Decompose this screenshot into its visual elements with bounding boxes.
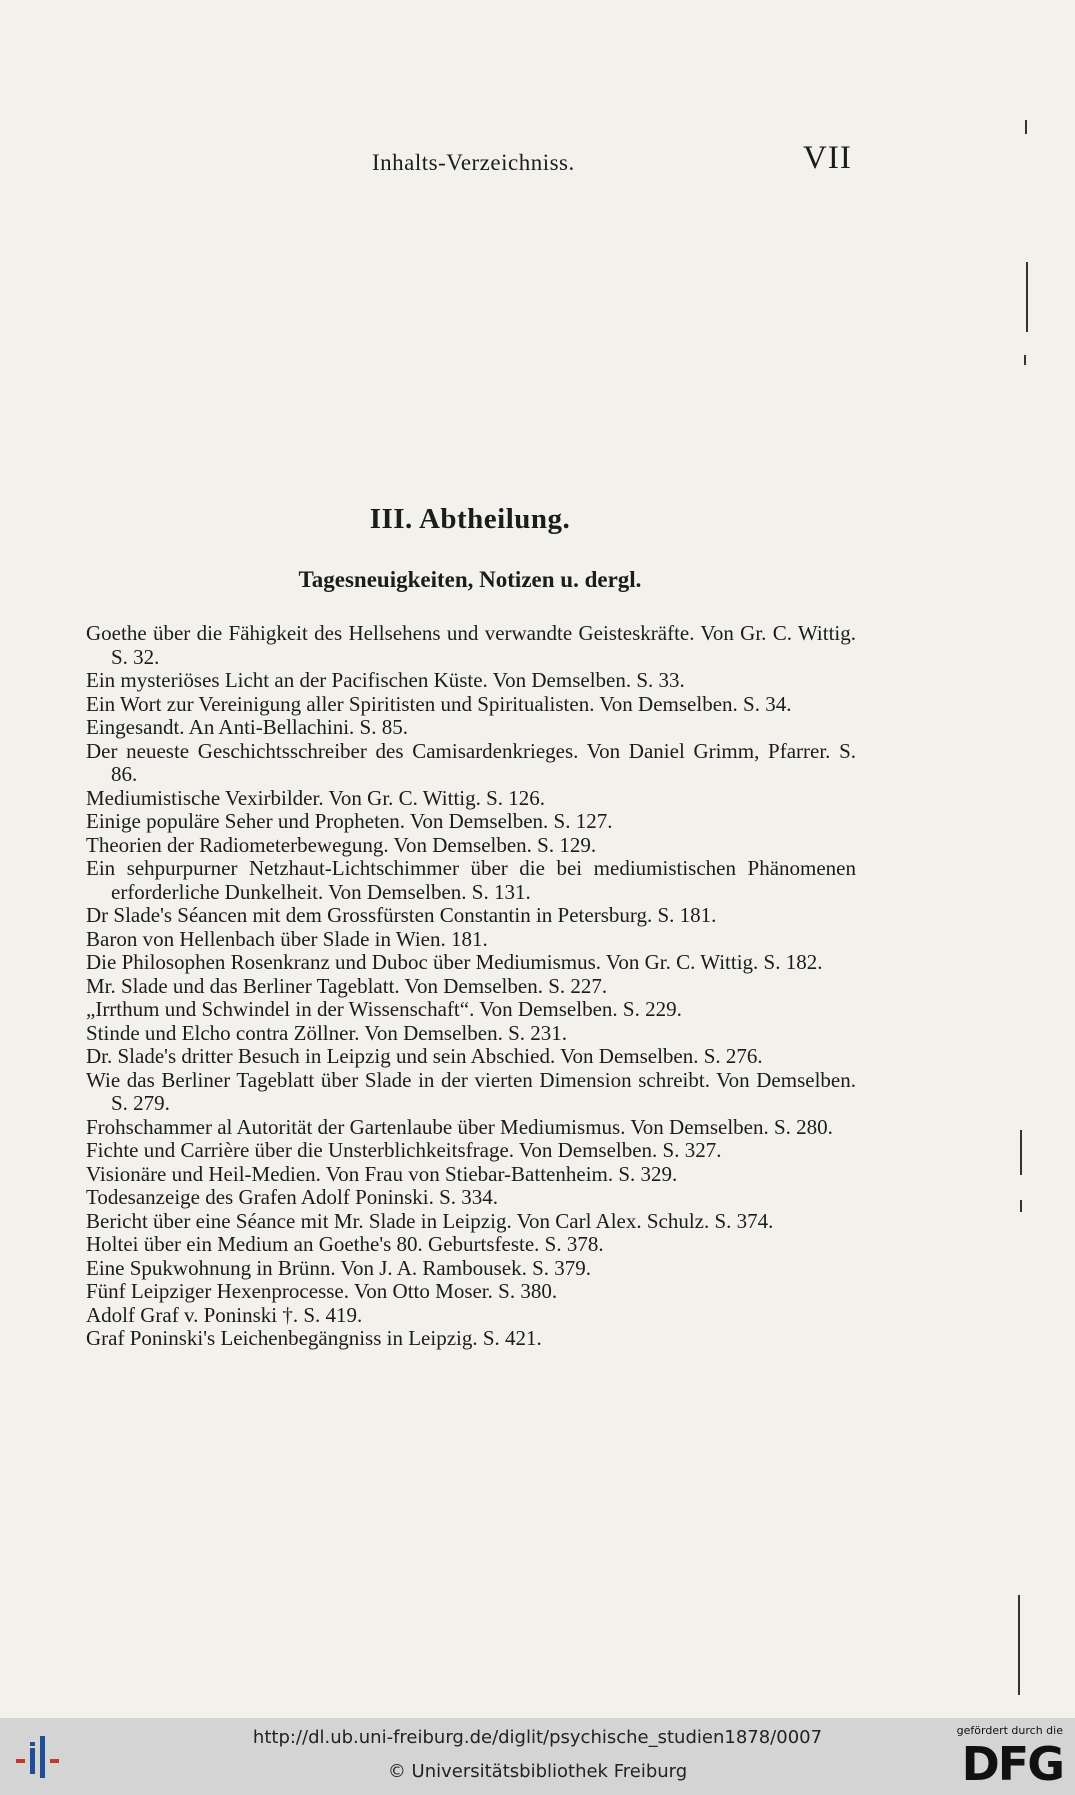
toc-entry: Ein sehpurpurner Netzhaut-Lichtschimmer über die bei mediumistischen Phänomenen erforderliche Dunkelheit. Von Demselben. S. 131.: [86, 856, 856, 904]
toc-entry: Eine Spukwohnung in Brünn. Von J. A. Rambousek. S. 379.: [86, 1255, 592, 1280]
toc-entry: Visionäre und Heil-Medien. Von Frau von Stiebar-Battenheim. S. 329.: [86, 1161, 678, 1186]
toc-entry: Einige populäre Seher und Propheten. Von Demselben. S. 127.: [86, 809, 613, 833]
toc-entry: Ein Wort zur Vereinigung aller Spiritisten und Spiritualisten. Von Demselben. S. 34.: [86, 691, 792, 716]
toc-entry: Theorien der Radiometerbewegung. Von Demselben. S. 129.: [86, 832, 597, 857]
margin-mark: [1026, 262, 1028, 332]
toc-entry: Adolf Graf v. Poninski †. S. 419.: [86, 1302, 363, 1327]
toc-entry: Wie das Berliner Tageblatt über Slade in der vierten Dimension schreibt. Von Demselben. S. 279.: [86, 1067, 856, 1115]
toc-entry: Ein mysteriöses Licht an der Pacifischen Küste. Von Demselben. S. 33.: [86, 668, 685, 692]
section-title: III. Abtheilung.: [369, 503, 571, 535]
footer-copyright: © Universitätsbibliothek Freiburg: [387, 1761, 688, 1782]
dfg-logo: DFG: [961, 1737, 1063, 1791]
toc-entry: Mediumistische Vexirbilder. Von Gr. C. Wittig. S. 126.: [86, 785, 546, 810]
toc-entry: Todesanzeige des Grafen Adolf Poninski. S. 334.: [86, 1185, 499, 1209]
dfg-caption: gefördert durch die: [956, 1724, 1063, 1737]
margin-mark: [1018, 1595, 1020, 1695]
toc-entry: Baron von Hellenbach über Slade in Wien. 181.: [86, 926, 488, 951]
running-head: Inhalts-Verzeichniss.: [372, 150, 575, 175]
page-number: VII: [803, 140, 852, 176]
toc-entry: Goethe über die Fähigkeit des Hellsehens und verwandte Geisteskräfte. Von Gr. C. Wittig. S. 32.: [86, 621, 856, 669]
footer-bar: [0, 1718, 1075, 1795]
toc-entry: Eingesandt. An Anti-Bellachini. S. 85.: [86, 715, 408, 739]
section-subtitle: Tagesneuigkeiten, Notizen u. dergl.: [298, 567, 642, 592]
toc-entry: Holtei über ein Medium an Goethe's 80. Geburtsfeste. S. 378.: [86, 1232, 604, 1256]
toc-entry: Fünf Leipziger Hexenprocesse. Von Otto Moser. S. 380.: [86, 1279, 558, 1303]
toc-entry: Dr. Slade's dritter Besuch in Leipzig und sein Abschied. Von Demselben. S. 276.: [86, 1044, 763, 1068]
toc-entry: Graf Poninski's Leichenbegängniss in Leipzig. S. 421.: [86, 1326, 542, 1350]
toc-entry: Die Philosophen Rosenkranz und Duboc über Mediumismus. Von Gr. C. Wittig. S. 182.: [86, 950, 823, 974]
toc-entry: „Irrthum und Schwindel in der Wissenschaft“. Von Demselben. S. 229.: [86, 997, 682, 1021]
margin-mark: [1025, 120, 1027, 134]
toc-entry: Fichte und Carrière über die Unsterblichkeitsfrage. Von Demselben. S. 327.: [86, 1138, 722, 1162]
toc-entry: Dr Slade's Séancen mit dem Grossfürsten Constantin in Petersburg. S. 181.: [86, 903, 717, 927]
toc-entry: Stinde und Elcho contra Zöllner. Von Demselben. S. 231.: [86, 1020, 568, 1045]
margin-mark: [1020, 1200, 1022, 1212]
margin-mark: [1020, 1130, 1022, 1175]
toc-entry: Der neueste Geschichtsschreiber des Camisardenkrieges. Von Daniel Grimm, Pfarrer. S. 86.: [86, 738, 856, 786]
footer-url[interactable]: http://dl.ub.uni-freiburg.de/diglit/psychische_studien1878/0007: [252, 1727, 823, 1748]
table-of-contents: [86, 622, 856, 1351]
toc-entry: Mr. Slade und das Berliner Tageblatt. Von Demselben. S. 227.: [86, 973, 608, 998]
toc-entry: Bericht über eine Séance mit Mr. Slade in Leipzig. Von Carl Alex. Schulz. S. 374.: [86, 1208, 774, 1233]
toc-entry: Frohschammer al Autorität der Gartenlaube über Mediumismus. Von Demselben. S. 280.: [86, 1114, 833, 1139]
margin-mark: [1024, 355, 1026, 365]
